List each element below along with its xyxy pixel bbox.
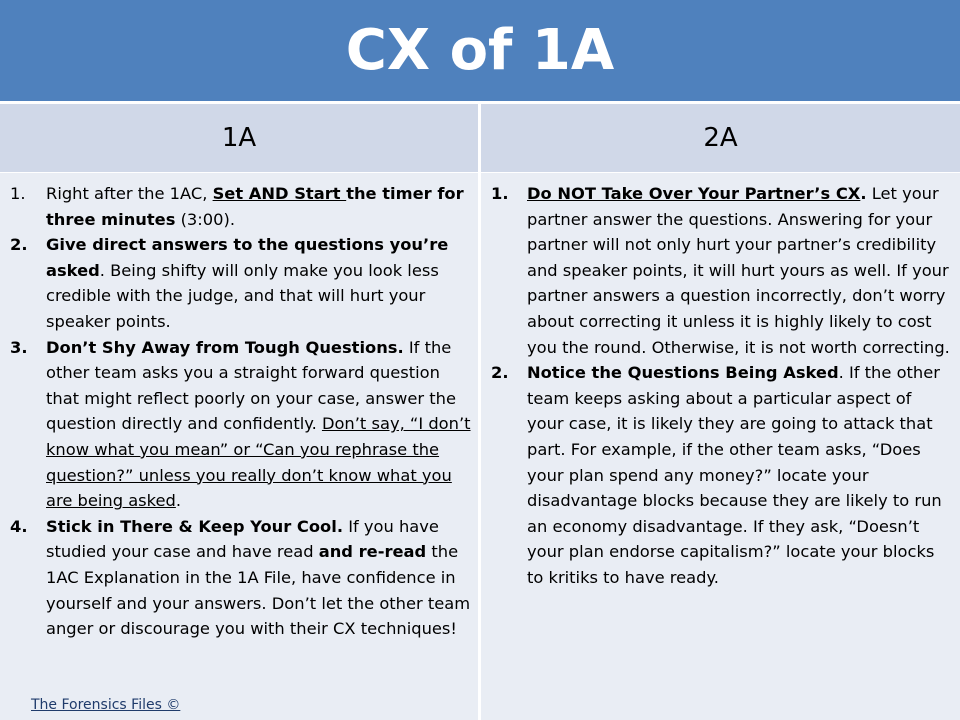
column-header-1a: 1A <box>0 104 478 172</box>
item-bold: the timer for three minutes <box>46 184 464 229</box>
column-2a-body <box>481 173 960 720</box>
column-1a-body <box>0 173 478 720</box>
list-item <box>10 181 475 232</box>
item-heading: Don’t Shy Away from Tough Questions. <box>46 337 404 357</box>
list-item <box>10 232 475 334</box>
item-text: . If the other team keeps asking about a particular aspect of your case, it is likely they are going to attack that part. For example, if the other team asks, “Does your plan spend any money?” locate your disadvantage blocks because they are likely to run an economy disadvantage. If they ask, “Doesn’t your plan endorse capitalism?” locate your blocks to kritiks to have ready. <box>527 363 942 587</box>
item-heading: Do NOT Take Over Your Partner’s CX <box>527 184 861 203</box>
item-number: 1. <box>10 184 26 203</box>
list-item <box>491 181 953 360</box>
item-bold: . <box>860 184 867 203</box>
list-item <box>491 360 953 590</box>
column-header-2a: 2A <box>481 104 960 172</box>
item-heading: Give direct answers to the questions you’re asked <box>46 235 449 280</box>
item-text: the 1AC Explanation in the 1A File, have confidence in yourself and your answers. Don’t let the other team anger or discourage you with their CX techniques! <box>46 542 471 639</box>
item-text: If the other team asks you a straight forward question that might reflect poorly on your case, answer the question directly and confidently. <box>46 337 456 434</box>
list-item <box>10 335 475 514</box>
item-text: . Being shifty will only make you look less credible with the judge, and that will hurt your speaker points. <box>46 260 439 331</box>
list-2a <box>491 181 953 591</box>
item-number: 3. <box>10 337 28 357</box>
item-text: Let your partner answer the questions. Answering for your partner will not only hurt your partner’s credibility and speaker points, it will hurt yours as well. If your partner answers a question incorrectly, don’t worry about correcting it unless it is highly likely to cost you the round. Otherwise, it is not worth correcting. <box>527 184 950 357</box>
list-item <box>10 514 475 642</box>
slide-title: CX of 1A <box>345 18 615 83</box>
item-text: Right after the 1AC, <box>46 184 213 203</box>
item-number: 2. <box>10 235 28 255</box>
item-underlined: Don’t say, “I don’t know what you mean” or “Can you rephrase the question?” unless you really don’t know what you are being asked <box>46 414 471 511</box>
item-number: 4. <box>10 516 28 536</box>
item-text: . <box>175 491 182 511</box>
footer-link[interactable]: The Forensics Files © <box>31 697 181 713</box>
item-emphasis: Set AND Start <box>212 184 347 203</box>
item-bold: and re-read <box>318 542 427 562</box>
item-number: 1. <box>491 184 509 203</box>
item-text: If you have studied your case and have read <box>46 516 439 562</box>
list-1a <box>10 181 475 642</box>
item-heading: Stick in There & Keep Your Cool. <box>46 516 344 536</box>
title-bar <box>0 0 960 101</box>
item-number: 2. <box>491 363 509 383</box>
item-heading: Notice the Questions Being Asked <box>527 363 839 383</box>
item-text: (3:00). <box>175 209 236 229</box>
